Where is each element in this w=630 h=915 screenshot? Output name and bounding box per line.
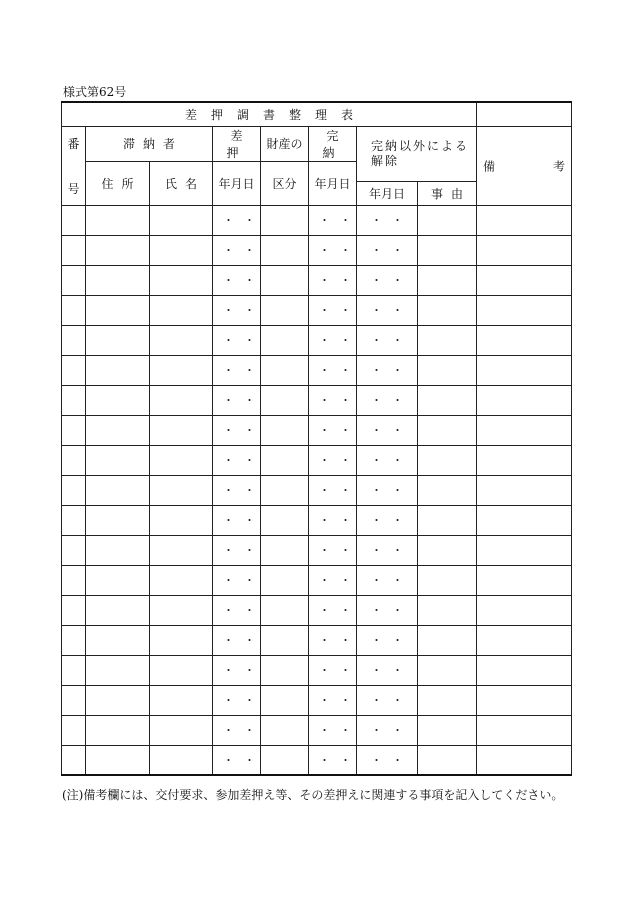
- date-placeholder: ・・: [223, 664, 265, 677]
- header-biko: [477, 126, 572, 205]
- cell-kaijo-reason[interactable]: [418, 355, 477, 385]
- header-kanno-bottom: 年月日: [309, 161, 357, 205]
- cell-shimei[interactable]: [150, 685, 213, 715]
- date-placeholder: ・・: [371, 574, 413, 587]
- cell-bango[interactable]: [62, 595, 86, 625]
- cell-kaijo-reason[interactable]: [418, 325, 477, 355]
- cell-kaijo-date[interactable]: [357, 205, 418, 235]
- header-shimei: [150, 161, 213, 205]
- cell-kaijo-reason[interactable]: [418, 595, 477, 625]
- table-row: [62, 745, 572, 775]
- cell-kanno-date[interactable]: [309, 355, 361, 385]
- header-kanno-top-label: 完納: [322, 128, 347, 160]
- cell-zaisan[interactable]: [261, 565, 309, 595]
- cell-kaijo-date[interactable]: [357, 295, 418, 325]
- table-row: [62, 715, 572, 745]
- cell-biko[interactable]: [477, 295, 572, 325]
- cell-bango[interactable]: [62, 655, 86, 685]
- date-placeholder: ・・: [319, 454, 361, 467]
- date-placeholder: ・・: [319, 334, 361, 347]
- header-kaijo-date: 年月日: [357, 181, 418, 205]
- header-biko-right: 考: [553, 159, 566, 173]
- date-placeholder: ・・: [319, 484, 361, 497]
- cell-jusho[interactable]: [86, 745, 150, 775]
- cell-kaijo-date[interactable]: [357, 325, 418, 355]
- cell-kaijo-reason[interactable]: [418, 475, 477, 505]
- header-bango-bottom: 号: [67, 181, 80, 196]
- header-taino-sha: [86, 126, 213, 161]
- cell-kaijo-date[interactable]: [357, 565, 418, 595]
- cell-sashiosae-date[interactable]: [213, 445, 265, 475]
- cell-shimei[interactable]: [150, 235, 213, 265]
- cell-jusho[interactable]: [86, 325, 150, 355]
- cell-biko[interactable]: [477, 715, 572, 745]
- cell-shimei[interactable]: [150, 325, 213, 355]
- cell-bango[interactable]: [62, 625, 86, 655]
- cell-kaijo-date[interactable]: [357, 535, 418, 565]
- cell-zaisan[interactable]: [261, 595, 309, 625]
- cell-jusho[interactable]: [86, 595, 150, 625]
- cell-sashiosae-date[interactable]: [213, 355, 265, 385]
- cell-bango[interactable]: [62, 445, 86, 475]
- date-placeholder: ・・: [223, 514, 265, 527]
- cell-kanno-date[interactable]: [309, 505, 361, 535]
- cell-kaijo-date[interactable]: [357, 625, 418, 655]
- cell-shimei[interactable]: [150, 205, 213, 235]
- footnote: (注)備考欄には、交付要求、参加差押え等、その差押えに関連する事項を記入してください。: [62, 788, 564, 802]
- header-zaisan-top: 財産の: [261, 126, 309, 161]
- cell-kaijo-date[interactable]: [357, 505, 418, 535]
- cell-bango[interactable]: [62, 475, 86, 505]
- cell-kaijo-reason[interactable]: [418, 505, 477, 535]
- cell-sashiosae-date[interactable]: [213, 505, 265, 535]
- date-placeholder: ・・: [371, 484, 413, 497]
- header-bango: [62, 126, 86, 205]
- cell-zaisan[interactable]: [261, 325, 309, 355]
- header-kaijo-label: 完納以外による解除: [371, 138, 470, 168]
- date-placeholder: ・・: [223, 694, 265, 707]
- table-row: [62, 505, 572, 535]
- table-row: [62, 445, 572, 475]
- date-placeholder: ・・: [223, 574, 265, 587]
- date-placeholder: ・・: [371, 424, 413, 437]
- cell-bango[interactable]: [62, 355, 86, 385]
- table-row: [62, 355, 572, 385]
- date-placeholder: ・・: [319, 364, 361, 377]
- date-placeholder: ・・: [319, 724, 361, 737]
- cell-kanno-date[interactable]: [309, 265, 361, 295]
- cell-biko[interactable]: [477, 445, 572, 475]
- cell-jusho[interactable]: [86, 445, 150, 475]
- cell-kaijo-date[interactable]: [357, 595, 418, 625]
- cell-biko[interactable]: [477, 265, 572, 295]
- date-placeholder: ・・: [371, 604, 413, 617]
- cell-kaijo-date[interactable]: [357, 385, 418, 415]
- cell-bango[interactable]: [62, 265, 86, 295]
- cell-sashiosae-date[interactable]: [213, 655, 265, 685]
- date-placeholder: ・・: [319, 394, 361, 407]
- date-placeholder: ・・: [371, 214, 413, 227]
- cell-bango[interactable]: [62, 385, 86, 415]
- date-placeholder: ・・: [319, 634, 361, 647]
- header-kaijo-reason: [418, 181, 477, 205]
- cell-sashiosae-date[interactable]: [213, 535, 265, 565]
- cell-shimei[interactable]: [150, 565, 213, 595]
- cell-kanno-date[interactable]: [309, 475, 361, 505]
- date-placeholder: ・・: [319, 753, 361, 767]
- cell-kaijo-date[interactable]: [357, 475, 418, 505]
- cell-zaisan[interactable]: [261, 295, 309, 325]
- table-row: [62, 565, 572, 595]
- cell-kaijo-reason[interactable]: [418, 295, 477, 325]
- cell-bango[interactable]: [62, 205, 86, 235]
- date-placeholder: ・・: [223, 724, 265, 737]
- cell-bango[interactable]: [62, 325, 86, 355]
- cell-jusho[interactable]: [86, 355, 150, 385]
- cell-sashiosae-date[interactable]: [213, 475, 265, 505]
- date-placeholder: ・・: [371, 664, 413, 677]
- date-placeholder: ・・: [371, 244, 413, 257]
- cell-kaijo-date[interactable]: [357, 415, 418, 445]
- cell-kaijo-date[interactable]: [357, 715, 418, 745]
- date-placeholder: ・・: [319, 244, 361, 257]
- cell-biko[interactable]: [477, 685, 572, 715]
- cell-kaijo-reason[interactable]: [418, 565, 477, 595]
- cell-bango[interactable]: [62, 685, 86, 715]
- cell-kanno-date[interactable]: [309, 745, 361, 775]
- date-placeholder: ・・: [319, 574, 361, 587]
- cell-biko[interactable]: [477, 325, 572, 355]
- table-row: [62, 655, 572, 685]
- cell-jusho[interactable]: [86, 205, 150, 235]
- date-placeholder: ・・: [371, 724, 413, 737]
- seizure-record-table: [61, 101, 572, 776]
- header-jusho: [86, 161, 150, 205]
- table-row: [62, 235, 572, 265]
- header-sashiosae-top-label: 差押: [226, 128, 251, 160]
- cell-zaisan[interactable]: [261, 445, 309, 475]
- date-placeholder: ・・: [319, 274, 361, 287]
- cell-shimei[interactable]: [150, 415, 213, 445]
- date-placeholder: ・・: [223, 394, 265, 407]
- date-placeholder: ・・: [371, 694, 413, 707]
- date-placeholder: ・・: [371, 304, 413, 317]
- cell-biko[interactable]: [477, 385, 572, 415]
- cell-zaisan[interactable]: [261, 475, 309, 505]
- cell-bango[interactable]: [62, 235, 86, 265]
- date-placeholder: ・・: [223, 424, 265, 437]
- cell-kaijo-reason[interactable]: [418, 625, 477, 655]
- cell-kaijo-date[interactable]: [357, 445, 418, 475]
- cell-bango[interactable]: [62, 565, 86, 595]
- cell-bango[interactable]: [62, 715, 86, 745]
- cell-kanno-date[interactable]: [309, 205, 361, 235]
- header-jusho-label: 住所: [101, 176, 142, 191]
- cell-kanno-date[interactable]: [309, 535, 361, 565]
- cell-sashiosae-date[interactable]: [213, 415, 265, 445]
- date-placeholder: ・・: [319, 664, 361, 677]
- cell-jusho[interactable]: [86, 475, 150, 505]
- cell-kanno-date[interactable]: [309, 415, 361, 445]
- cell-sashiosae-date[interactable]: [213, 235, 265, 265]
- cell-jusho[interactable]: [86, 265, 150, 295]
- cell-zaisan[interactable]: [261, 505, 309, 535]
- cell-sashiosae-date[interactable]: [213, 565, 265, 595]
- cell-biko[interactable]: [477, 505, 572, 535]
- cell-jusho[interactable]: [86, 505, 150, 535]
- cell-zaisan[interactable]: [261, 265, 309, 295]
- table-row: [62, 475, 572, 505]
- header-sashiosae-top: [213, 126, 261, 161]
- cell-biko[interactable]: [477, 355, 572, 385]
- cell-sashiosae-date[interactable]: [213, 685, 265, 715]
- cell-zaisan[interactable]: [261, 235, 309, 265]
- table-title: 差押調書整理表: [185, 107, 368, 122]
- table-row: [62, 205, 572, 235]
- date-placeholder: ・・: [223, 334, 265, 347]
- table-row: [62, 325, 572, 355]
- cell-kanno-date[interactable]: [309, 595, 361, 625]
- date-placeholder: ・・: [223, 454, 265, 467]
- cell-zaisan[interactable]: [261, 745, 309, 775]
- cell-zaisan[interactable]: [261, 355, 309, 385]
- cell-zaisan[interactable]: [261, 655, 309, 685]
- date-placeholder: ・・: [371, 454, 413, 467]
- table-row: [62, 265, 572, 295]
- cell-kaijo-reason[interactable]: [418, 265, 477, 295]
- cell-sashiosae-date[interactable]: [213, 385, 265, 415]
- title-blank-cell: [477, 102, 572, 126]
- cell-kanno-date[interactable]: [309, 565, 361, 595]
- cell-kaijo-date[interactable]: [357, 685, 418, 715]
- cell-jusho[interactable]: [86, 535, 150, 565]
- date-placeholder: ・・: [371, 514, 413, 527]
- cell-kaijo-reason[interactable]: [418, 535, 477, 565]
- cell-kanno-date[interactable]: [309, 655, 361, 685]
- cell-kanno-date[interactable]: [309, 325, 361, 355]
- date-placeholder: ・・: [223, 304, 265, 317]
- cell-sashiosae-date[interactable]: [213, 595, 265, 625]
- date-placeholder: ・・: [371, 274, 413, 287]
- cell-biko[interactable]: [477, 475, 572, 505]
- header-sashiosae-bottom: 年月日: [213, 161, 261, 205]
- cell-jusho[interactable]: [86, 655, 150, 685]
- cell-jusho[interactable]: [86, 235, 150, 265]
- cell-bango[interactable]: [62, 535, 86, 565]
- date-placeholder: ・・: [371, 334, 413, 347]
- cell-kanno-date[interactable]: [309, 385, 361, 415]
- cell-kanno-date[interactable]: [309, 235, 361, 265]
- cell-jusho[interactable]: [86, 295, 150, 325]
- cell-shimei[interactable]: [150, 595, 213, 625]
- form-number: 様式第62号: [63, 85, 127, 99]
- header-bango-top: 番: [67, 136, 80, 151]
- date-placeholder: ・・: [371, 394, 413, 407]
- cell-kaijo-reason[interactable]: [418, 445, 477, 475]
- date-placeholder: ・・: [319, 544, 361, 557]
- cell-kaijo-reason[interactable]: [418, 385, 477, 415]
- cell-biko[interactable]: [477, 745, 572, 775]
- cell-kaijo-reason[interactable]: [418, 715, 477, 745]
- cell-shimei[interactable]: [150, 655, 213, 685]
- cell-zaisan[interactable]: [261, 685, 309, 715]
- cell-kaijo-reason[interactable]: [418, 655, 477, 685]
- cell-shimei[interactable]: [150, 625, 213, 655]
- cell-jusho[interactable]: [86, 565, 150, 595]
- header-zaisan-bottom: 区分: [261, 161, 309, 205]
- cell-biko[interactable]: [477, 235, 572, 265]
- header-kaijo-reason-label: 事由: [431, 186, 472, 201]
- date-placeholder: ・・: [319, 424, 361, 437]
- table-title-cell: [62, 102, 477, 126]
- cell-kaijo-reason[interactable]: [418, 415, 477, 445]
- date-placeholder: ・・: [223, 484, 265, 497]
- cell-biko[interactable]: [477, 415, 572, 445]
- cell-kaijo-date[interactable]: [357, 235, 418, 265]
- date-placeholder: ・・: [319, 304, 361, 317]
- cell-kaijo-reason[interactable]: [418, 745, 477, 775]
- cell-jusho[interactable]: [86, 715, 150, 745]
- cell-shimei[interactable]: [150, 505, 213, 535]
- cell-kanno-date[interactable]: [309, 445, 361, 475]
- cell-biko[interactable]: [477, 625, 572, 655]
- header-biko-left: 備: [483, 159, 496, 173]
- cell-kaijo-date[interactable]: [357, 265, 418, 295]
- date-placeholder: ・・: [223, 244, 265, 257]
- cell-biko[interactable]: [477, 535, 572, 565]
- cell-zaisan[interactable]: [261, 385, 309, 415]
- cell-bango[interactable]: [62, 745, 86, 775]
- cell-biko[interactable]: [477, 565, 572, 595]
- cell-kaijo-date[interactable]: [357, 655, 418, 685]
- cell-shimei[interactable]: [150, 295, 213, 325]
- date-placeholder: ・・: [223, 214, 265, 227]
- cell-kaijo-reason[interactable]: [418, 235, 477, 265]
- header-shimei-label: 氏名: [164, 176, 205, 191]
- cell-kanno-date[interactable]: [309, 685, 361, 715]
- date-placeholder: ・・: [223, 753, 265, 767]
- cell-sashiosae-date[interactable]: [213, 325, 265, 355]
- cell-jusho[interactable]: [86, 385, 150, 415]
- cell-jusho[interactable]: [86, 625, 150, 655]
- cell-kaijo-date[interactable]: [357, 355, 418, 385]
- cell-sashiosae-date[interactable]: [213, 205, 265, 235]
- date-placeholder: ・・: [319, 604, 361, 617]
- table-row: [62, 385, 572, 415]
- table-row: [62, 595, 572, 625]
- header-kaijo: [357, 126, 477, 181]
- cell-zaisan[interactable]: [261, 415, 309, 445]
- cell-biko[interactable]: [477, 205, 572, 235]
- cell-kanno-date[interactable]: [309, 625, 361, 655]
- table-row: [62, 295, 572, 325]
- cell-kaijo-reason[interactable]: [418, 205, 477, 235]
- header-taino-sha-label: 滞納者: [122, 137, 183, 151]
- cell-kanno-date[interactable]: [309, 295, 361, 325]
- date-placeholder: ・・: [223, 274, 265, 287]
- cell-biko[interactable]: [477, 655, 572, 685]
- date-placeholder: ・・: [319, 514, 361, 527]
- cell-shimei[interactable]: [150, 475, 213, 505]
- date-placeholder: ・・: [223, 364, 265, 377]
- date-placeholder: ・・: [319, 214, 361, 227]
- cell-kaijo-date[interactable]: [357, 745, 418, 775]
- date-placeholder: ・・: [223, 604, 265, 617]
- cell-shimei[interactable]: [150, 745, 213, 775]
- cell-bango[interactable]: [62, 415, 86, 445]
- cell-kaijo-reason[interactable]: [418, 685, 477, 715]
- cell-sashiosae-date[interactable]: [213, 295, 265, 325]
- table-row: [62, 415, 572, 445]
- cell-shimei[interactable]: [150, 445, 213, 475]
- cell-jusho[interactable]: [86, 415, 150, 445]
- cell-shimei[interactable]: [150, 355, 213, 385]
- cell-bango[interactable]: [62, 295, 86, 325]
- date-placeholder: ・・: [319, 694, 361, 707]
- table-row: [62, 535, 572, 565]
- table-row: [62, 685, 572, 715]
- cell-shimei[interactable]: [150, 385, 213, 415]
- cell-sashiosae-date[interactable]: [213, 745, 265, 775]
- date-placeholder: ・・: [371, 544, 413, 557]
- cell-zaisan[interactable]: [261, 535, 309, 565]
- cell-zaisan[interactable]: [261, 715, 309, 745]
- cell-jusho[interactable]: [86, 685, 150, 715]
- cell-sashiosae-date[interactable]: [213, 625, 265, 655]
- cell-sashiosae-date[interactable]: [213, 715, 265, 745]
- date-placeholder: ・・: [371, 753, 413, 767]
- cell-biko[interactable]: [477, 595, 572, 625]
- cell-shimei[interactable]: [150, 265, 213, 295]
- date-placeholder: ・・: [371, 364, 413, 377]
- cell-zaisan[interactable]: [261, 205, 309, 235]
- cell-shimei[interactable]: [150, 535, 213, 565]
- date-placeholder: ・・: [223, 544, 265, 557]
- header-kanno-top: [309, 126, 357, 161]
- cell-shimei[interactable]: [150, 715, 213, 745]
- table-row: [62, 625, 572, 655]
- cell-bango[interactable]: [62, 505, 86, 535]
- cell-sashiosae-date[interactable]: [213, 265, 265, 295]
- date-placeholder: ・・: [223, 634, 265, 647]
- date-placeholder: ・・: [371, 634, 413, 647]
- cell-kanno-date[interactable]: [309, 715, 361, 745]
- cell-zaisan[interactable]: [261, 625, 309, 655]
